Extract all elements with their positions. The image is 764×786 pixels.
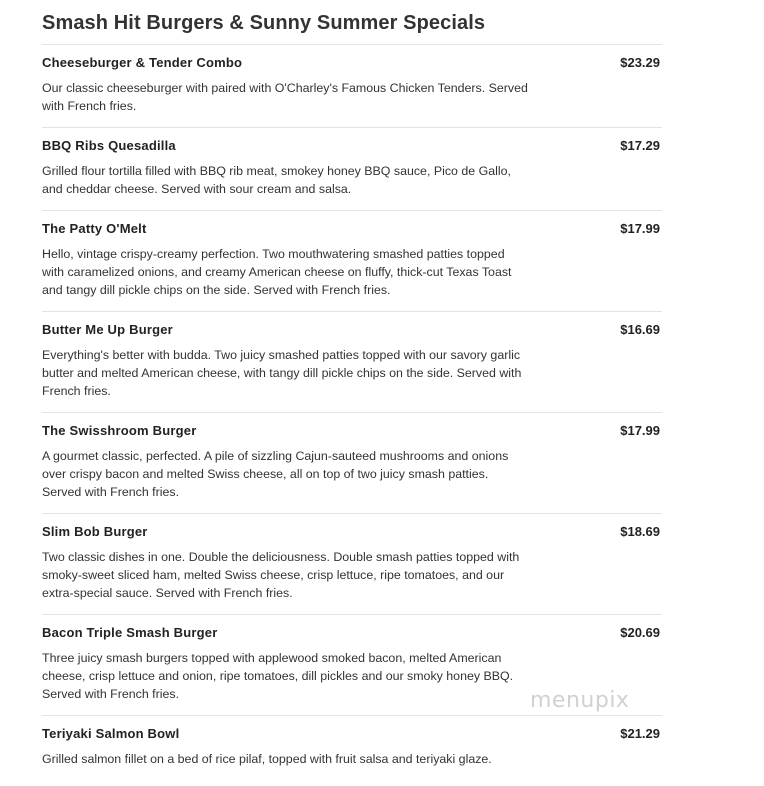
menu-item-price: $23.29 [620, 55, 660, 70]
menu-item-price: $17.99 [620, 221, 660, 236]
menu-item-header [42, 322, 662, 342]
menu-item-description: Everything's better with budda. Two juicy smashed patties topped with our savory garlic butter and melted American cheese, with tangy dill pickle chips on the side. Served with French fries. [42, 348, 522, 398]
menu-item-price: $18.69 [620, 524, 660, 539]
menu-item-price: $17.29 [620, 138, 660, 153]
menu-item [42, 412, 662, 513]
menu-item-header [42, 221, 662, 241]
menu-item-header [42, 726, 662, 746]
menu-item-description: Three juicy smash burgers topped with applewood smoked bacon, melted American cheese, crisp lettuce and onion, ripe tomatoes, dill pickles and our smoky honey BBQ. Served with French fries. [42, 651, 514, 701]
menu-item [42, 715, 662, 780]
menu-item-name: Bacon Triple Smash Burger [42, 625, 218, 640]
menu-item-description: Two classic dishes in one. Double the deliciousness. Double smash patties topped with smoky-sweet sliced ham, melted Swiss cheese, crisp lettuce, ripe tomatoes, and our extra-special sauce. Served with French fries. [42, 550, 520, 600]
menupix-watermark: menupix [530, 688, 630, 713]
menu-item [42, 210, 662, 311]
menu-item-name: Teriyaki Salmon Bowl [42, 726, 180, 741]
menu-item-header [42, 524, 662, 544]
menu-item-header [42, 423, 662, 443]
menu-item-name: Slim Bob Burger [42, 524, 148, 539]
menu-section [42, 0, 662, 780]
menu-item-description: Hello, vintage crispy-creamy perfection. Two mouthwatering smashed patties topped with caramelized onions, and creamy American cheese on fluffy, thick-cut Texas Toast and tangy dill pickle chips on the side. Served with French fries. [42, 247, 512, 297]
menu-item-header [42, 625, 662, 645]
menu-title: Smash Hit Burgers & Sunny Summer Specials [42, 12, 486, 34]
menu-item-header [42, 55, 662, 75]
menu-item-price: $20.69 [620, 625, 660, 640]
menu-item-name: Cheeseburger & Tender Combo [42, 55, 243, 70]
menu-item-description: A gourmet classic, perfected. A pile of sizzling Cajun-sauteed mushrooms and onions over crispy bacon and melted Swiss cheese, all on top of two juicy smash patties. Served with French fries. [42, 449, 509, 499]
menu-item-description: Grilled flour tortilla filled with BBQ rib meat, smokey honey BBQ sauce, Pico de Gallo, and cheddar cheese. Served with sour cream and salsa. [42, 164, 511, 196]
menu-item-price: $17.99 [620, 423, 660, 438]
menu-item-header [42, 138, 662, 158]
menu-item-name: Butter Me Up Burger [42, 322, 173, 337]
menu-item [42, 311, 662, 412]
menu-item-price: $16.69 [620, 322, 660, 337]
menu-item-description: Our classic cheeseburger with paired with O'Charley's Famous Chicken Tenders. Served with French fries. [42, 81, 528, 113]
menu-item [42, 127, 662, 210]
menu-item-name: The Patty O'Melt [42, 221, 147, 236]
menu-item-name: The Swisshroom Burger [42, 423, 197, 438]
menu-item-description: Grilled salmon fillet on a bed of rice pilaf, topped with fruit salsa and teriyaki glaze. [42, 752, 492, 766]
menu-item-name: BBQ Ribs Quesadilla [42, 138, 176, 153]
menu-item [42, 513, 662, 614]
menu-item [42, 44, 662, 127]
menu-item-price: $21.29 [620, 726, 660, 741]
